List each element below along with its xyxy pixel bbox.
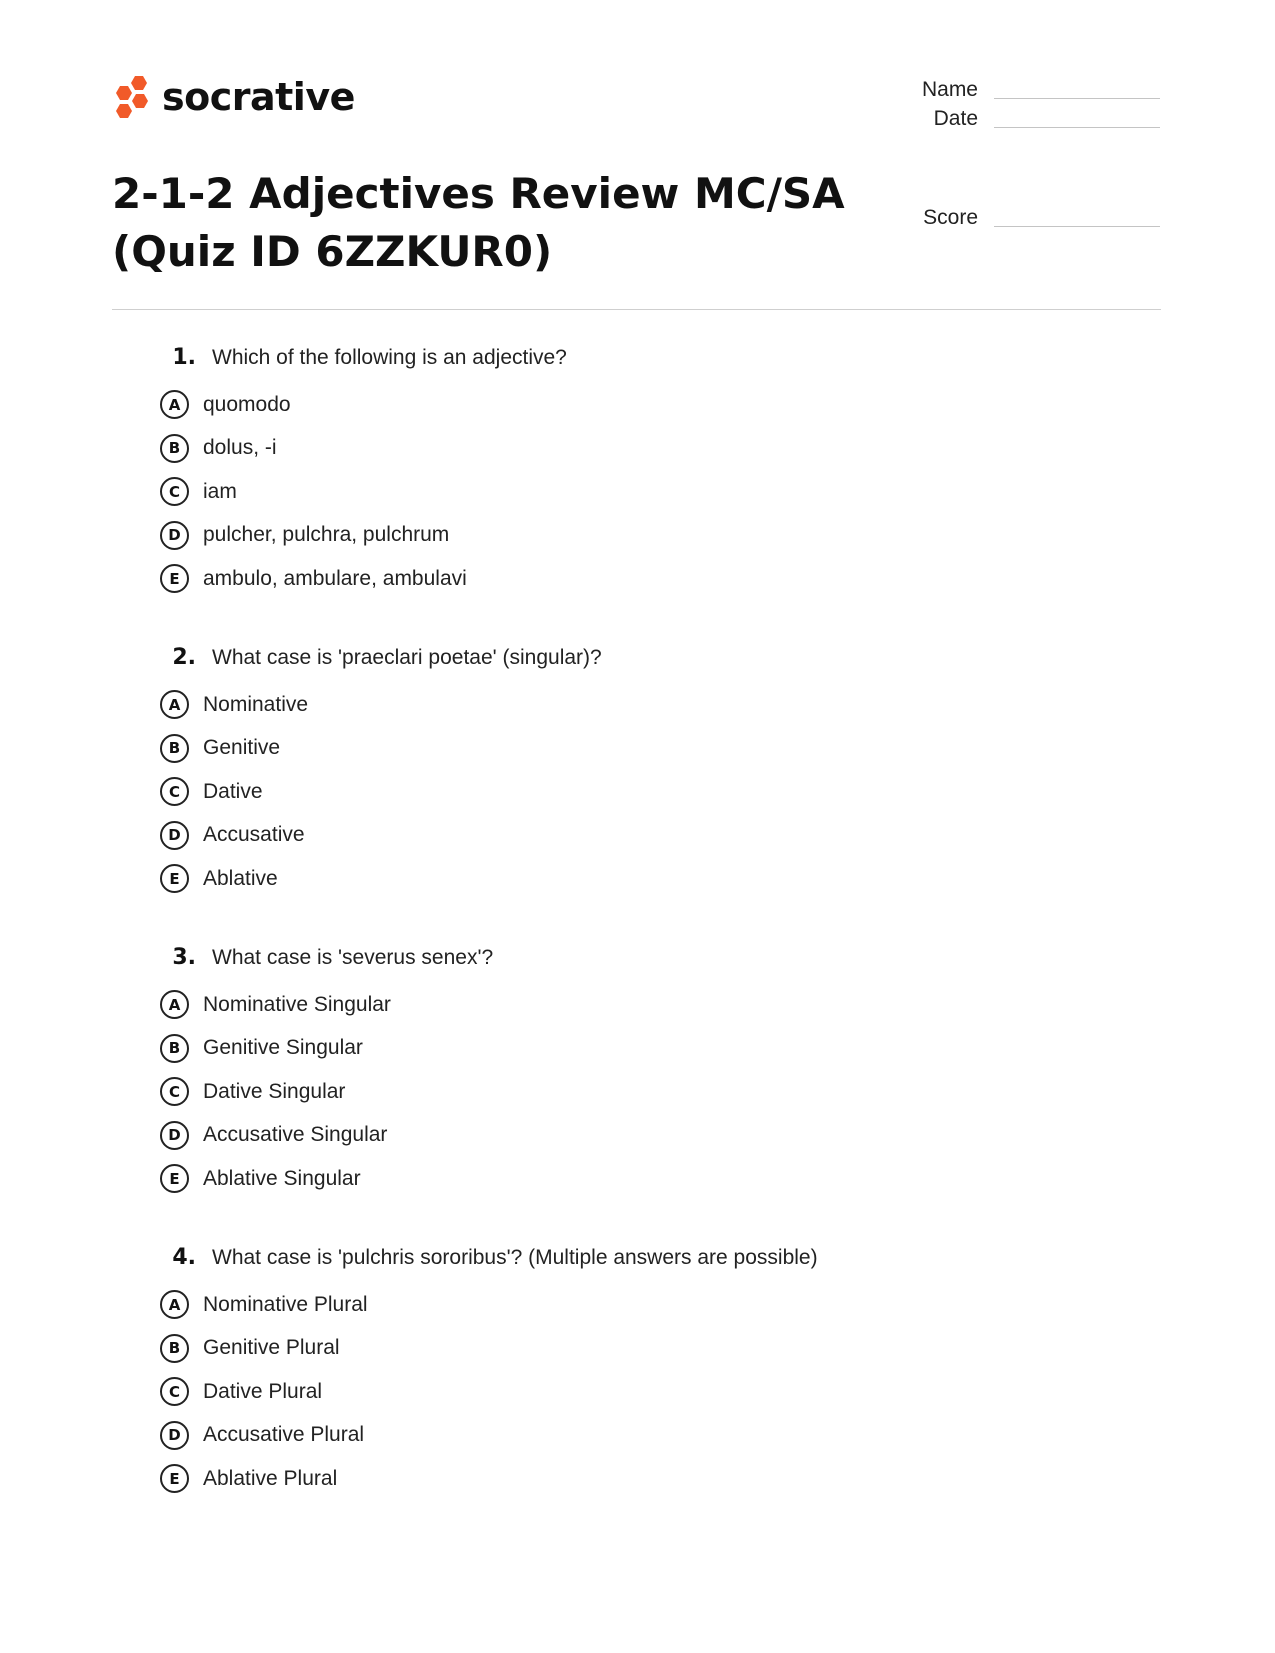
question-number: 3. (172, 945, 196, 970)
choice-bubble-e[interactable]: E (160, 564, 189, 593)
choice-bubble-d[interactable]: D (160, 1121, 189, 1150)
brand-name: socrative (162, 75, 355, 119)
choice-bubble-a[interactable]: A (160, 1290, 189, 1319)
choice-text: iam (203, 479, 237, 503)
answer-choice[interactable] (160, 857, 1160, 901)
answer-choice[interactable] (160, 557, 1160, 601)
choice-bubble-b[interactable]: B (160, 1334, 189, 1363)
choice-text: quomodo (203, 392, 291, 416)
socrative-logo (112, 70, 355, 124)
choice-text: Genitive Singular (203, 1036, 363, 1060)
score-label: Score (923, 206, 978, 229)
choice-text: Dative (203, 779, 263, 803)
answer-choice[interactable] (160, 470, 1160, 514)
question-list (160, 345, 1160, 1545)
choice-bubble-a[interactable]: A (160, 390, 189, 419)
choice-bubble-b[interactable]: B (160, 734, 189, 763)
date-field[interactable] (900, 105, 1162, 133)
answer-choice[interactable] (160, 1283, 1160, 1327)
question-text: What case is 'severus senex'? (212, 946, 494, 969)
date-line[interactable] (994, 127, 1160, 128)
question-text: Which of the following is an adjective? (212, 346, 567, 369)
choice-bubble-c[interactable]: C (160, 777, 189, 806)
answer-choice[interactable] (160, 383, 1160, 427)
score-line[interactable] (994, 226, 1160, 227)
question (160, 345, 1160, 645)
question-number: 2. (172, 645, 196, 670)
choice-text: Genitive Plural (203, 1336, 340, 1360)
question-header (160, 945, 1160, 983)
choice-text: Nominative Singular (203, 992, 391, 1016)
answer-choice[interactable] (160, 1070, 1160, 1114)
choice-text: Ablative Plural (203, 1466, 338, 1490)
answer-choice[interactable] (160, 1027, 1160, 1071)
choice-text: Accusative Singular (203, 1123, 388, 1147)
answer-choice[interactable] (160, 1414, 1160, 1458)
answer-choice[interactable] (160, 427, 1160, 471)
choice-text: Accusative Plural (203, 1423, 365, 1447)
question-number: 1. (172, 345, 196, 370)
choice-text: Nominative Plural (203, 1292, 368, 1316)
choice-text: Nominative (203, 692, 309, 716)
choice-bubble-e[interactable]: E (160, 1164, 189, 1193)
answer-choice[interactable] (160, 1114, 1160, 1158)
choice-bubble-d[interactable]: D (160, 821, 189, 850)
choice-bubble-e[interactable]: E (160, 1464, 189, 1493)
name-line[interactable] (994, 98, 1160, 99)
choice-text: Genitive (203, 736, 281, 760)
question-header (160, 345, 1160, 383)
answer-choice[interactable] (160, 727, 1160, 771)
question-text: What case is 'pulchris sororibus'? (Multiple answers are possible) (212, 1246, 818, 1269)
name-label: Name (921, 78, 978, 101)
choice-text: Accusative (203, 823, 305, 847)
name-field[interactable] (900, 76, 1162, 104)
choice-bubble-d[interactable]: D (160, 521, 189, 550)
choice-text: Ablative (203, 866, 278, 890)
choice-bubble-b[interactable]: B (160, 434, 189, 463)
question-header (160, 645, 1160, 683)
choice-bubble-b[interactable]: B (160, 1034, 189, 1063)
choice-text: ambulo, ambulare, ambulavi (203, 566, 467, 590)
choice-bubble-a[interactable]: A (160, 690, 189, 719)
question-text: What case is 'praeclari poetae' (singular)? (212, 646, 602, 669)
question (160, 945, 1160, 1245)
choice-text: pulcher, pulchra, pulchrum (203, 523, 450, 547)
quiz-title-line1: 2-1-2 Adjectives Review MC/SA (112, 169, 845, 218)
answer-choice[interactable] (160, 1457, 1160, 1501)
quiz-id: (Quiz ID 6ZZKUR0) (112, 227, 553, 276)
question-header (160, 1245, 1160, 1283)
question (160, 1245, 1160, 1545)
answer-choice[interactable] (160, 814, 1160, 858)
answer-choice[interactable] (160, 770, 1160, 814)
answer-choice[interactable] (160, 683, 1160, 727)
answer-choice[interactable] (160, 1370, 1160, 1414)
choice-bubble-c[interactable]: C (160, 1377, 189, 1406)
choice-bubble-a[interactable]: A (160, 990, 189, 1019)
question (160, 645, 1160, 945)
choice-text: Dative Singular (203, 1079, 346, 1103)
answer-choice[interactable] (160, 1157, 1160, 1201)
answer-choice[interactable] (160, 1327, 1160, 1371)
question-number: 4. (172, 1245, 196, 1270)
choice-text: Ablative Singular (203, 1166, 361, 1190)
score-field[interactable] (900, 204, 1162, 232)
date-label: Date (933, 107, 978, 130)
choice-text: dolus, -i (203, 436, 277, 460)
choice-text: Dative Plural (203, 1379, 323, 1403)
choice-bubble-c[interactable]: C (160, 1077, 189, 1106)
quiz-title (112, 165, 872, 281)
choice-bubble-e[interactable]: E (160, 864, 189, 893)
answer-choice[interactable] (160, 514, 1160, 558)
hexagon-cluster-icon (112, 72, 152, 122)
choice-bubble-d[interactable]: D (160, 1421, 189, 1450)
header-divider (112, 309, 1161, 310)
answer-choice[interactable] (160, 983, 1160, 1027)
choice-bubble-c[interactable]: C (160, 477, 189, 506)
